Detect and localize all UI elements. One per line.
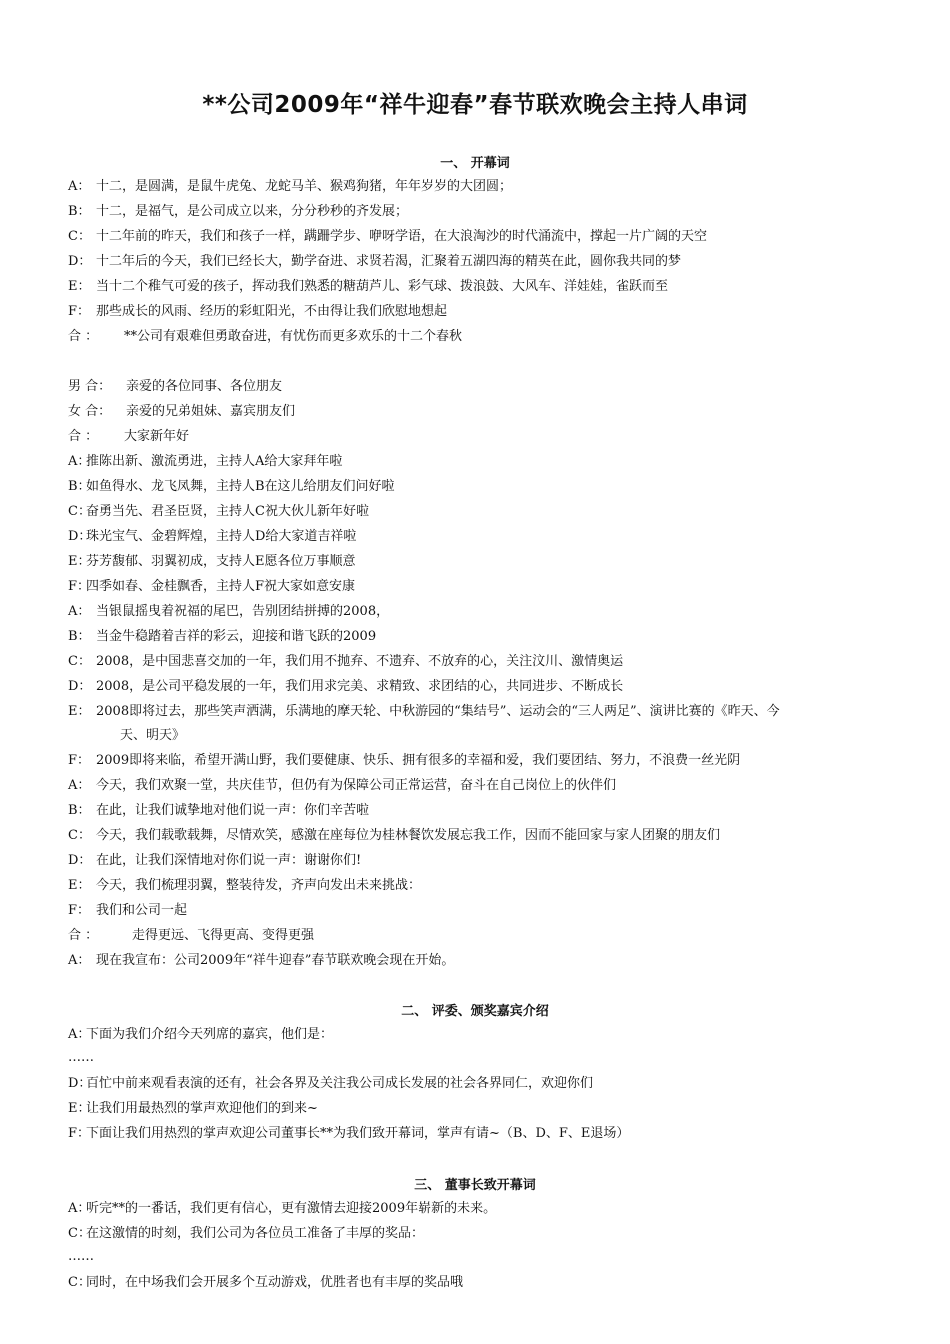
speaker: E： [68, 878, 91, 893]
document-title: **公司2009年“祥牛迎春”春节联欢晚会主持人串词 [202, 92, 748, 118]
speaker: A： [68, 778, 91, 793]
line-text: 如鱼得水、龙飞凤舞，主持人B在这儿给朋友们问好啦 [86, 479, 395, 494]
speaker: B： [68, 204, 91, 219]
speaker: F： [68, 753, 91, 768]
line-text: 听完**的一番话，我们更有信心，更有激情去迎接2009年崭新的未来。 [86, 1201, 497, 1216]
line-text: 当金牛稳踏着吉祥的彩云，迎接和谐飞跃的2009 [96, 629, 377, 644]
line-text: 四季如春、金桂飘香，主持人F祝大家如意安康 [86, 579, 356, 594]
speaker: D： [68, 529, 92, 544]
speaker: E： [68, 704, 91, 719]
speaker: D： [68, 679, 92, 694]
dialogue-line [68, 178, 888, 196]
dialogue-line [68, 278, 888, 296]
line-text: 亲爱的兄弟姐妹、嘉宾朋友们 [126, 404, 296, 419]
line-text: 下面让我们用热烈的掌声欢迎公司董事长**为我们致开幕词，掌声有请~（B、D、F、E退场） [86, 1126, 630, 1141]
line-text: 十二，是福气，是公司成立以来，分分秒秒的齐发展； [96, 204, 409, 219]
speaker: C： [68, 1275, 91, 1290]
dialogue-line [68, 228, 888, 246]
dialogue-line [68, 503, 888, 521]
speaker: F： [68, 579, 91, 594]
dialogue-line [68, 952, 888, 970]
line-text: 现在我宣布：公司2009年“祥牛迎春”春节联欢晚会现在开始。 [96, 953, 455, 968]
line-text: 让我们用最热烈的掌声欢迎他们的到来~ [86, 1101, 318, 1116]
speaker: A： [68, 953, 91, 968]
speaker: C： [68, 504, 91, 519]
speaker: 合 ： [68, 329, 99, 344]
speaker: F： [68, 304, 91, 319]
line-text: 在这激情的时刻，我们公司为各位员工准备了丰厚的奖品： [86, 1226, 425, 1241]
speaker: F： [68, 1126, 91, 1141]
line-text: 那些成长的风雨、经历的彩虹阳光，不由得让我们欣慰地想起 [96, 304, 448, 319]
section-heading: 三、 董事长致开幕词 [414, 1178, 536, 1193]
dialogue-line [68, 752, 888, 770]
speaker: A： [68, 1201, 91, 1216]
dialogue-line [68, 428, 888, 446]
line-text: 走得更远、飞得更高、变得更强 [132, 928, 315, 943]
speaker: 合 ： [68, 429, 99, 444]
dialogue-line [68, 877, 888, 895]
line-text: 2008，是公司平稳发展的一年，我们用求完美、求精致、求团结的心，共同进步、不断成长 [96, 679, 624, 694]
dialogue-line [68, 1125, 888, 1143]
ellipsis-line [68, 1248, 888, 1266]
dialogue-line [68, 303, 888, 321]
ellipsis-line [68, 1049, 888, 1067]
section-heading: 二、 评委、颁奖嘉宾介绍 [401, 1004, 549, 1019]
dialogue-line [68, 553, 888, 571]
line-text: 下面为我们介绍今天列席的嘉宾，他们是： [86, 1027, 334, 1042]
line-text: 天、明天》 [120, 728, 186, 743]
speaker: C： [68, 1226, 91, 1241]
line-text: 当银鼠摇曳着祝福的尾巴，告别团结拼搏的2008， [96, 604, 390, 619]
speaker: 女 合： [68, 404, 112, 419]
speaker: F： [68, 903, 91, 918]
speaker: E： [68, 1101, 91, 1116]
line-text: 在此，让我们诚挚地对他们说一声：你们辛苦啦 [96, 803, 370, 818]
dialogue-line [68, 528, 888, 546]
speaker: C： [68, 654, 91, 669]
dialogue-line [68, 802, 888, 820]
dialogue-line [68, 328, 888, 346]
dialogue-line [68, 628, 888, 646]
dialogue-line [68, 1274, 888, 1292]
line-text: …… [68, 1249, 94, 1264]
speaker: E： [68, 279, 91, 294]
dialogue-line [68, 1200, 888, 1218]
speaker: D： [68, 254, 92, 269]
speaker: B： [68, 629, 91, 644]
speaker: A： [68, 179, 91, 194]
dialogue-line [68, 703, 888, 721]
line-text: 推陈出新、激流勇进，主持人A给大家拜年啦 [86, 454, 343, 469]
line-text: 今天，我们欢聚一堂，共庆佳节，但仍有为保障公司正常运营，奋斗在自己岗位上的伙伴们 [96, 778, 617, 793]
line-text: 今天，我们载歌载舞，尽情欢笑，感激在座每位为桂林餐饮发展忘我工作，因而不能回家与家人团聚的朋友们 [96, 828, 721, 843]
dialogue-line [68, 578, 888, 596]
line-text: **公司有艰难但勇敢奋进，有忧伤而更多欢乐的十二个春秋 [124, 329, 463, 344]
speaker: D： [68, 1076, 92, 1091]
speaker: C： [68, 828, 91, 843]
speaker: B： [68, 479, 91, 494]
line-text: 十二，是圆满，是鼠牛虎兔、龙蛇马羊、猴鸡狗猪，年年岁岁的大团圆； [96, 179, 513, 194]
line-text: 十二年前的昨天，我们和孩子一样，蹒跚学步、咿呀学语，在大浪淘沙的时代涌流中，撑起一片广阔的天空 [96, 229, 708, 244]
line-text: 2008即将过去，那些笑声洒满，乐满地的摩天轮、中秋游园的“集结号”、运动会的“三人两足”、演讲比赛的《昨天、今 [96, 704, 780, 719]
line-text: 十二年后的今天，我们已经长大，勤学奋进、求贤若渴，汇聚着五湖四海的精英在此，圆你我共同的梦 [96, 254, 682, 269]
dialogue-line-continuation [120, 727, 940, 745]
dialogue-line [68, 1100, 888, 1118]
line-text: 在此，让我们深情地对你们说一声：谢谢你们! [96, 853, 362, 868]
dialogue-line [68, 203, 888, 221]
dialogue-line [68, 403, 888, 421]
line-text: 当十二个稚气可爱的孩子，挥动我们熟悉的糖葫芦儿、彩气球、拨浪鼓、大风车、洋娃娃，雀跃而至 [96, 279, 669, 294]
line-text: 2008，是中国悲喜交加的一年，我们用不抛弃、不遗弃、不放弃的心，关注汶川、激情奥运 [96, 654, 624, 669]
speaker: E： [68, 554, 91, 569]
dialogue-line [68, 603, 888, 621]
section-heading: 一、 开幕词 [440, 156, 510, 171]
dialogue-line [68, 777, 888, 795]
speaker: 男 合： [68, 379, 112, 394]
speaker: C： [68, 229, 91, 244]
dialogue-line [68, 902, 888, 920]
speaker: A： [68, 604, 91, 619]
speaker: 合 ： [68, 928, 99, 943]
line-text: 奋勇当先、君圣臣贤，主持人C祝大伙儿新年好啦 [86, 504, 369, 519]
dialogue-line [68, 852, 888, 870]
dialogue-line [68, 1225, 888, 1243]
line-text: …… [68, 1050, 94, 1065]
line-text: 同时，在中场我们会开展多个互动游戏，优胜者也有丰厚的奖品哦 [86, 1275, 464, 1290]
speaker: D： [68, 853, 92, 868]
dialogue-line [68, 678, 888, 696]
line-text: 百忙中前来观看表演的还有，社会各界及关注我公司成长发展的社会各界同仁，欢迎你们 [86, 1076, 594, 1091]
dialogue-line [68, 378, 888, 396]
dialogue-line [68, 1075, 888, 1093]
dialogue-line [68, 653, 888, 671]
line-text: 我们和公司一起 [96, 903, 188, 918]
dialogue-line [68, 453, 888, 471]
line-text: 今天，我们梳理羽翼，整装待发，齐声向发出未来挑战： [96, 878, 422, 893]
dialogue-line [68, 1026, 888, 1044]
speaker: A： [68, 1027, 91, 1042]
speaker: A： [68, 454, 91, 469]
line-text: 大家新年好 [124, 429, 190, 444]
line-text: 芬芳馥郁、羽翼初成，支持人E愿各位万事顺意 [86, 554, 356, 569]
speaker: B： [68, 803, 91, 818]
line-text: 亲爱的各位同事、各位朋友 [126, 379, 283, 394]
dialogue-line [68, 927, 888, 945]
line-text: 2009即将来临，希望开满山野，我们要健康、快乐、拥有很多的幸福和爱，我们要团结、努力，不浪费一丝光阴 [96, 753, 741, 768]
line-text: 珠光宝气、金碧辉煌，主持人D给大家道吉祥啦 [86, 529, 357, 544]
dialogue-line [68, 253, 888, 271]
dialogue-line [68, 827, 888, 845]
dialogue-line [68, 478, 888, 496]
